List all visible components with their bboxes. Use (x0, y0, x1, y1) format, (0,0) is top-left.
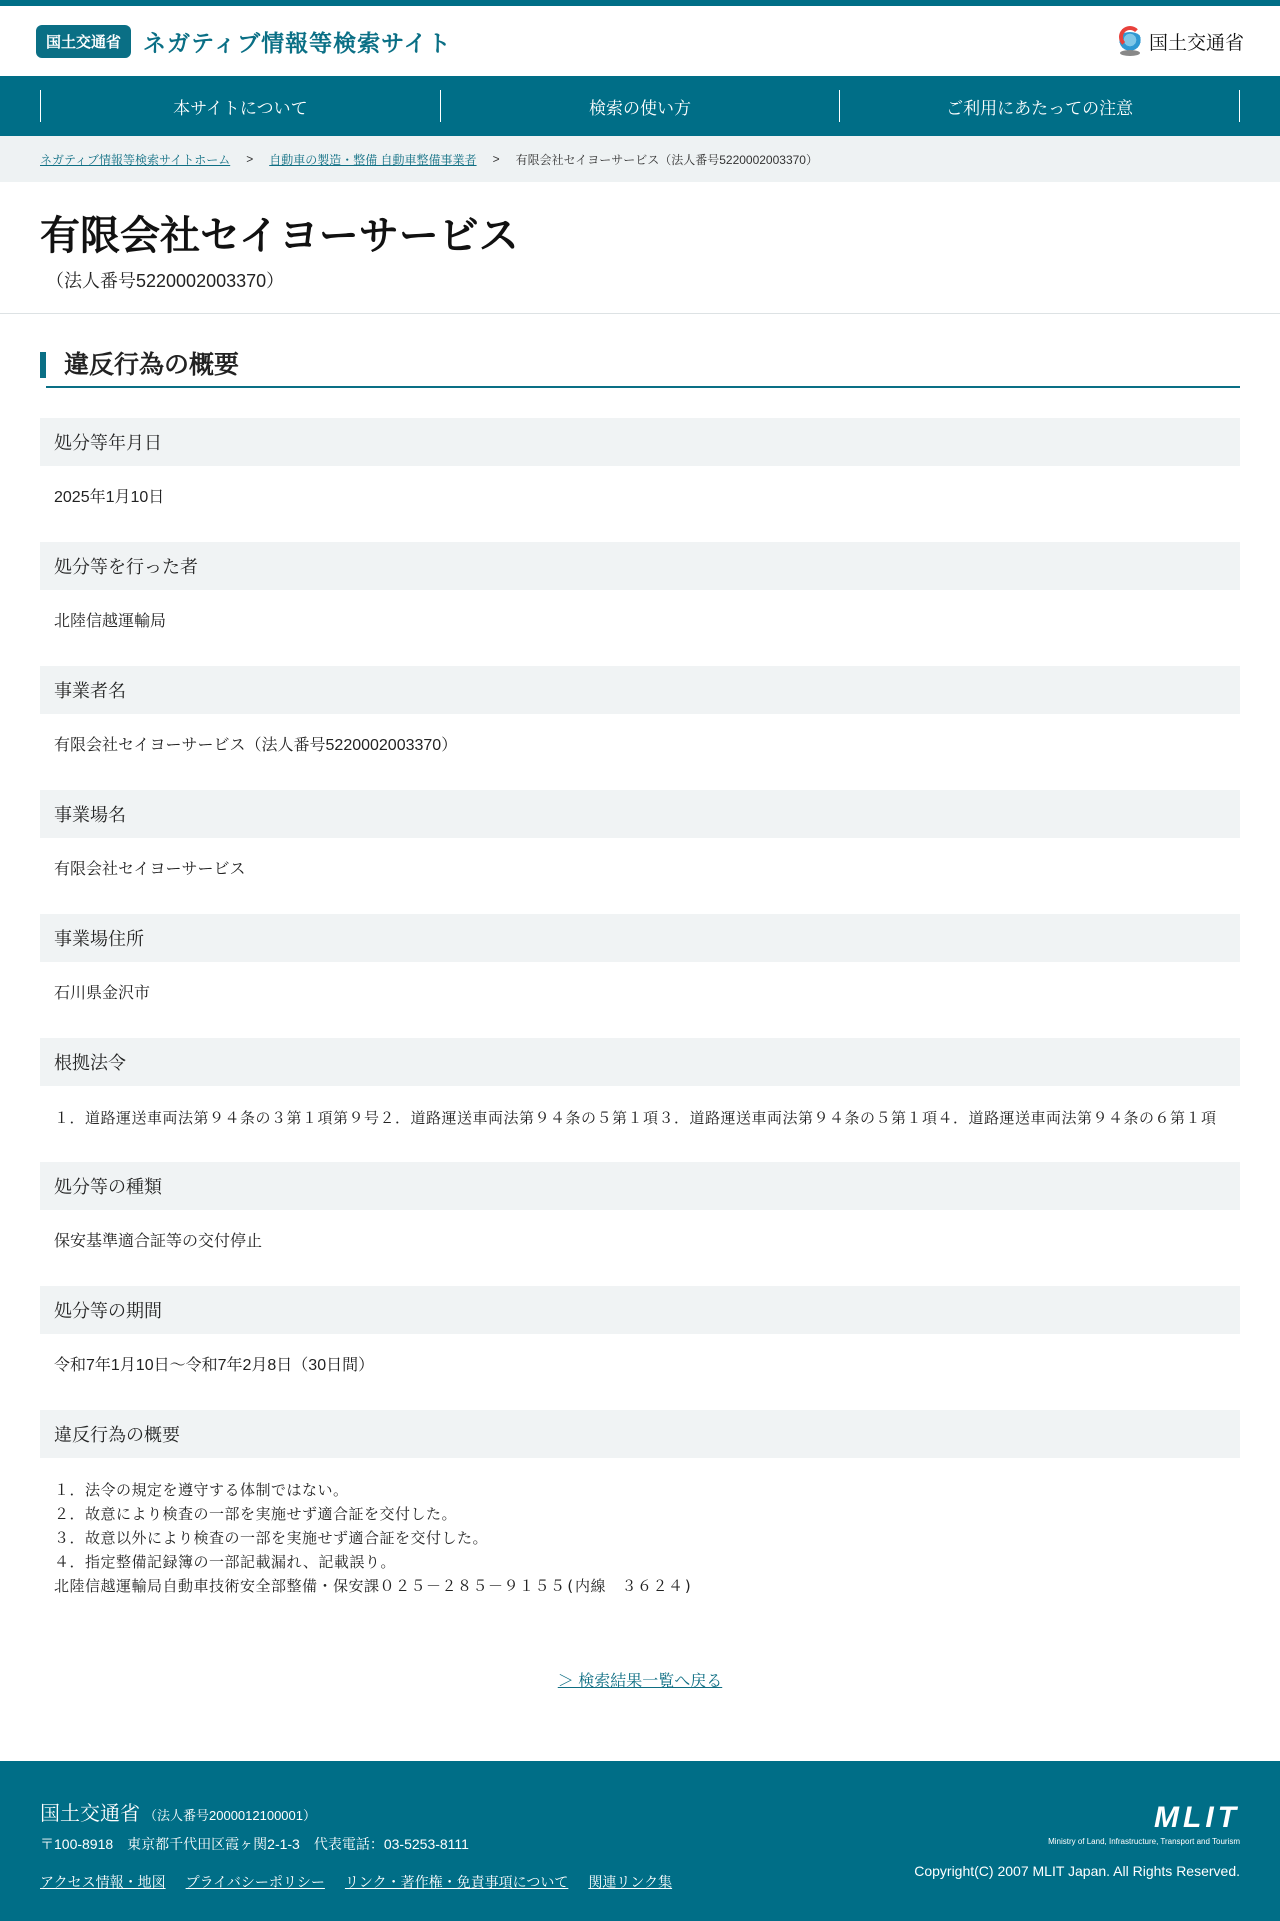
field-label: 処分等年月日 (40, 418, 1240, 466)
site-title: ネガティブ情報等検索サイト (143, 29, 452, 56)
main-nav (0, 76, 1280, 136)
footer-address: 〒100-8918 東京都千代田区霞ヶ関2-1-3 代表電話：03-5253-8111 (40, 1836, 469, 1852)
field-label: 事業者名 (40, 666, 1240, 714)
footer-org-name: 国土交通省 (40, 1803, 140, 1825)
footer-link-privacy[interactable]: プライバシーポリシー (185, 1874, 325, 1890)
site-header (0, 6, 1280, 76)
footer-link-copyright[interactable]: リンク・著作権・免責事項について (344, 1874, 569, 1890)
nav-how-to-search[interactable]: 検索の使い方 (440, 90, 840, 122)
field-value: 保安基準適合証等の交付停止 (54, 1233, 263, 1250)
title-block (0, 182, 1280, 314)
mlit-logo-word: MLIT (1154, 1801, 1240, 1834)
field-value: １．法令の規定を遵守する体制ではない。 ２．故意により検査の一部を実施せず適合証を交付した。 ３．故意以外により検査の一部を実施せず適合証を交付した。 ４．指定整備記録簿の一部記載漏れ、記載誤り。 北陸信越運輸局自動車技術安全部整備・保安課０２５－２８５－９１５５(内線 ３６２４) (54, 1481, 694, 1595)
field-value: 2025年1月10日 (54, 489, 165, 506)
ministry-logo-text: 国土交通省 (1148, 32, 1244, 54)
field-legal-basis (40, 1038, 1240, 1162)
field-label: 処分等を行った者 (40, 542, 1240, 590)
breadcrumb-category[interactable]: 自動車の製造・整備 自動車整備事業者 (269, 152, 477, 167)
ministry-logo-icon (1117, 26, 1143, 56)
field-disposition-date (40, 418, 1240, 542)
mlit-logo-subtitle: Ministry of Land, Infrastructure, Transport and Tourism (1048, 1837, 1240, 1846)
corp-number: （法人番号5220002003370） (46, 271, 285, 291)
ministry-badge: 国土交通省 (36, 25, 131, 58)
field-label: 事業場住所 (40, 914, 1240, 962)
section-heading: 違反行為の概要 (40, 352, 1240, 388)
page-title: 有限会社セイヨーサービス (40, 214, 519, 258)
field-disposing-authority (40, 542, 1240, 666)
field-label: 根拠法令 (40, 1038, 1240, 1086)
field-value: 令和7年1月10日～令和7年2月8日（30日間） (54, 1357, 375, 1374)
breadcrumb-home[interactable]: ネガティブ情報等検索サイトホーム (40, 152, 231, 167)
field-value: １．道路運送車両法第９４条の３第１項第９号２．道路運送車両法第９４条の５第１項３．道路運送車両法第９４条の５第１項４．道路運送車両法第９４条の６第１項 (54, 1109, 1217, 1127)
field-disposition-period (40, 1286, 1240, 1410)
field-value: 有限会社セイヨーサービス (54, 861, 246, 878)
footer-org-corp-number: （法人番号2000012100001） (144, 1808, 316, 1823)
ministry-logo-link[interactable] (1117, 26, 1244, 56)
field-label: 処分等の期間 (40, 1286, 1240, 1334)
copyright: Copyright(C) 2007 MLIT Japan. All Rights Reserved. (914, 1863, 1240, 1879)
field-label: 事業場名 (40, 790, 1240, 838)
field-label: 処分等の種類 (40, 1162, 1240, 1210)
field-label: 違反行為の概要 (40, 1410, 1240, 1458)
main-content (0, 314, 1280, 1761)
breadcrumb-separator: > (246, 152, 254, 166)
field-disposition-type (40, 1162, 1240, 1286)
back-link-wrap (40, 1630, 1240, 1761)
breadcrumb-separator: > (492, 152, 500, 166)
field-value: 有限会社セイヨーサービス（法人番号5220002003370） (54, 737, 458, 754)
nav-usage-notes[interactable]: ご利用にあたっての注意 (839, 90, 1240, 122)
footer-link-related[interactable]: 関連リンク集 (588, 1874, 673, 1890)
nav-about[interactable]: 本サイトについて (40, 90, 440, 122)
field-workplace-name (40, 790, 1240, 914)
footer-link-access[interactable]: アクセス情報・地図 (40, 1874, 166, 1890)
field-workplace-address (40, 914, 1240, 1038)
breadcrumb (0, 136, 1280, 182)
site-footer (0, 1761, 1280, 1921)
field-value: 北陸信越運輸局 (54, 613, 167, 630)
site-home-link[interactable] (36, 25, 452, 58)
field-business-name (40, 666, 1240, 790)
field-value: 石川県金沢市 (54, 985, 151, 1002)
mlit-logo (1048, 1801, 1240, 1846)
breadcrumb-current: 有限会社セイヨーサービス（法人番号5220002003370） (515, 152, 818, 167)
back-to-results-link[interactable]: ＞ 検索結果一覧へ戻る (557, 1673, 723, 1690)
field-violation-summary (40, 1410, 1240, 1630)
